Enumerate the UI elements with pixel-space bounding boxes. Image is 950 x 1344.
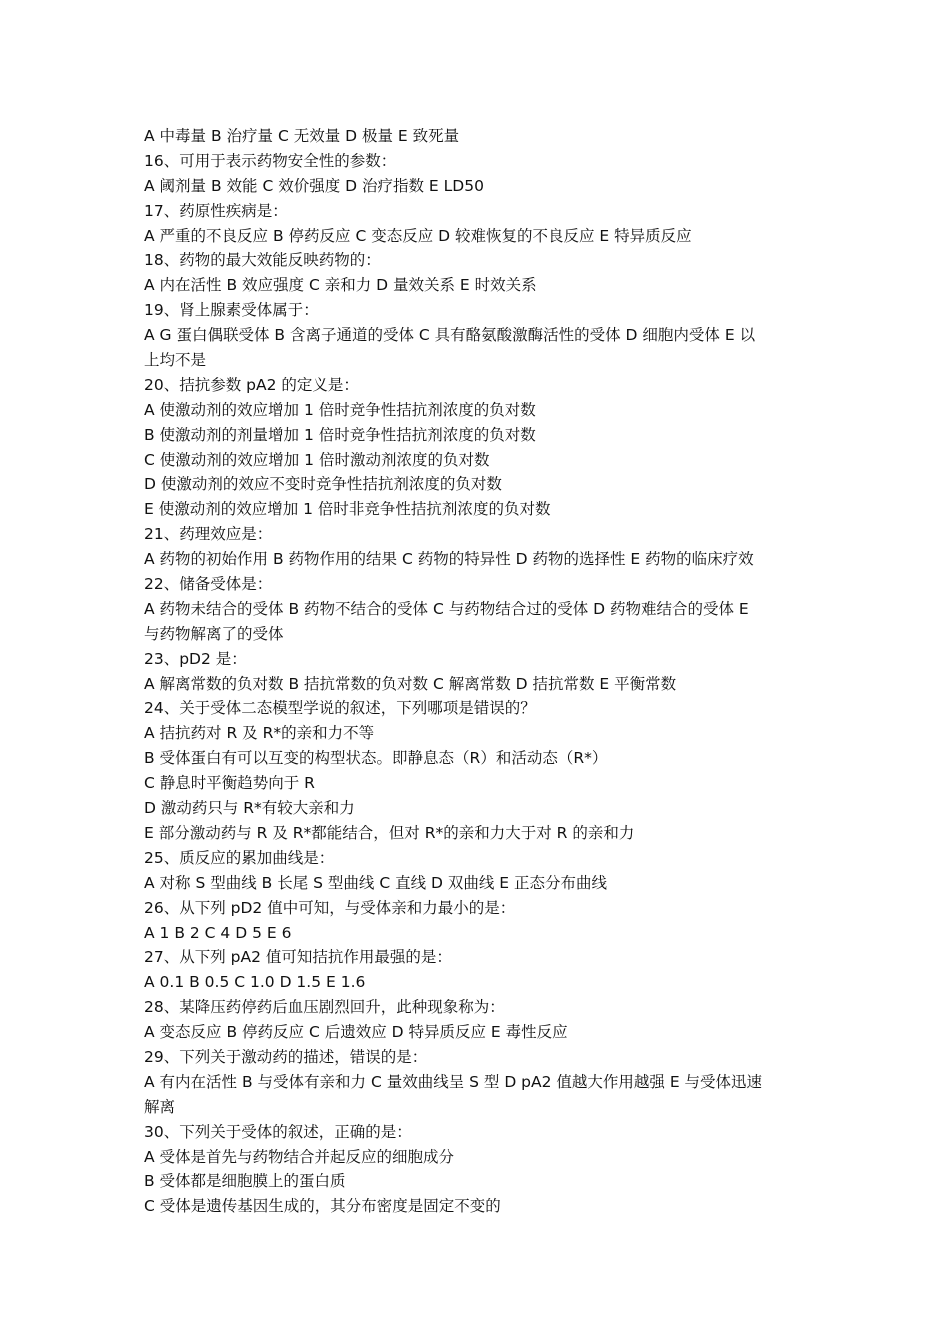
text-line: 与药物解离了的受体 — [144, 624, 284, 643]
text-line: 27、从下列 pA2 值可知拮抗作用最强的是： — [144, 948, 452, 967]
text-line: 22、储备受体是： — [144, 575, 273, 594]
document-body — [144, 124, 816, 1219]
text-line: 23、pD2 是： — [144, 649, 247, 668]
text-line: B 受体蛋白有可以互变的构型状态。即静息态（R）和活动态（R*） — [144, 749, 608, 768]
text-line: 19、肾上腺素受体属于： — [144, 301, 319, 320]
text-line: A 受体是首先与药物结合并起反应的细胞成分 — [144, 1147, 455, 1166]
text-line: 29、下列关于激动药的描述，错误的是： — [144, 1047, 428, 1066]
text-line: A 药物未结合的受体 B 药物不结合的受体 C 与药物结合过的受体 D 药物难结合的受体 E — [144, 599, 749, 618]
text-line: A 内在活性 B 效应强度 C 亲和力 D 量效关系 E 时效关系 — [144, 276, 537, 295]
text-line: B 使激动剂的剂量增加 1 倍时竞争性拮抗剂浓度的负对数 — [144, 425, 536, 444]
text-line: 解离 — [144, 1097, 176, 1116]
text-line: 24、关于受体二态模型学说的叙述，下列哪项是错误的？ — [144, 699, 536, 718]
text-line: 30、下列关于受体的叙述，正确的是： — [144, 1122, 412, 1141]
text-line: A 使激动剂的效应增加 1 倍时竞争性拮抗剂浓度的负对数 — [144, 400, 536, 419]
text-line: 16、可用于表示药物安全性的参数： — [144, 151, 397, 170]
text-line: A 0.1 B 0.5 C 1.0 D 1.5 E 1.6 — [144, 973, 366, 992]
text-line: 21、药理效应是： — [144, 525, 273, 544]
text-line: A 解离常数的负对数 B 拮抗常数的负对数 C 解离常数 D 拮抗常数 E 平衡常数 — [144, 674, 677, 693]
text-line: A 严重的不良反应 B 停药反应 C 变态反应 D 较难恢复的不良反应 E 特异质反应 — [144, 226, 692, 245]
text-line: 20、拮抗参数 pA2 的定义是： — [144, 375, 359, 394]
text-line: 18、药物的最大效能反映药物的： — [144, 251, 381, 270]
text-line: 28、某降压药停药后血压剧烈回升，此种现象称为： — [144, 998, 505, 1017]
text-line: 上均不是 — [144, 351, 207, 370]
text-line: A 中毒量 B 治疗量 C 无效量 D 极量 E 致死量 — [144, 127, 460, 145]
text-line: A 变态反应 B 停药反应 C 后遗效应 D 特异质反应 E 毒性反应 — [144, 1023, 568, 1042]
text-line: C 受体是遗传基因生成的，其分布密度是固定不变的 — [144, 1197, 501, 1216]
text-line: A 阈剂量 B 效能 C 效价强度 D 治疗指数 E LD50 — [144, 176, 484, 195]
text-line: A 拮抗药对 R 及 R*的亲和力不等 — [144, 724, 375, 743]
text-line: 17、药原性疾病是： — [144, 201, 288, 220]
text-line: A G 蛋白偶联受体 B 含离子通道的受体 C 具有酪氨酸激酶活性的受体 D 细胞内受体 E 以 — [144, 326, 756, 345]
text-line: D 使激动剂的效应不变时竞争性拮抗剂浓度的负对数 — [144, 475, 502, 494]
text-line: C 使激动剂的效应增加 1 倍时激动剂浓度的负对数 — [144, 450, 490, 469]
text-line: B 受体都是细胞膜上的蛋白质 — [144, 1172, 346, 1191]
text-line: E 使激动剂的效应增加 1 倍时非竞争性拮抗剂浓度的负对数 — [144, 500, 551, 519]
text-line: A 药物的初始作用 B 药物作用的结果 C 药物的特异性 D 药物的选择性 E 药物的临床疗效 — [144, 550, 754, 569]
text-line: D 激动药只与 R*有较大亲和力 — [144, 799, 355, 818]
text-line: C 静息时平衡趋势向于 R — [144, 774, 315, 793]
text-line: 25、质反应的累加曲线是： — [144, 848, 335, 867]
text-line: 26、从下列 pD2 值中可知，与受体亲和力最小的是： — [144, 898, 516, 917]
text-line: A 对称 S 型曲线 B 长尾 S 型曲线 C 直线 D 双曲线 E 正态分布曲线 — [144, 873, 608, 892]
text-line: A 有内在活性 B 与受体有亲和力 C 量效曲线呈 S 型 D pA2 值越大作用越强 E 与受体迅速 — [144, 1072, 763, 1091]
text-line: E 部分激动药与 R 及 R*都能结合，但对 R*的亲和力大于对 R 的亲和力 — [144, 823, 635, 842]
text-line: A 1 B 2 C 4 D 5 E 6 — [144, 923, 292, 942]
